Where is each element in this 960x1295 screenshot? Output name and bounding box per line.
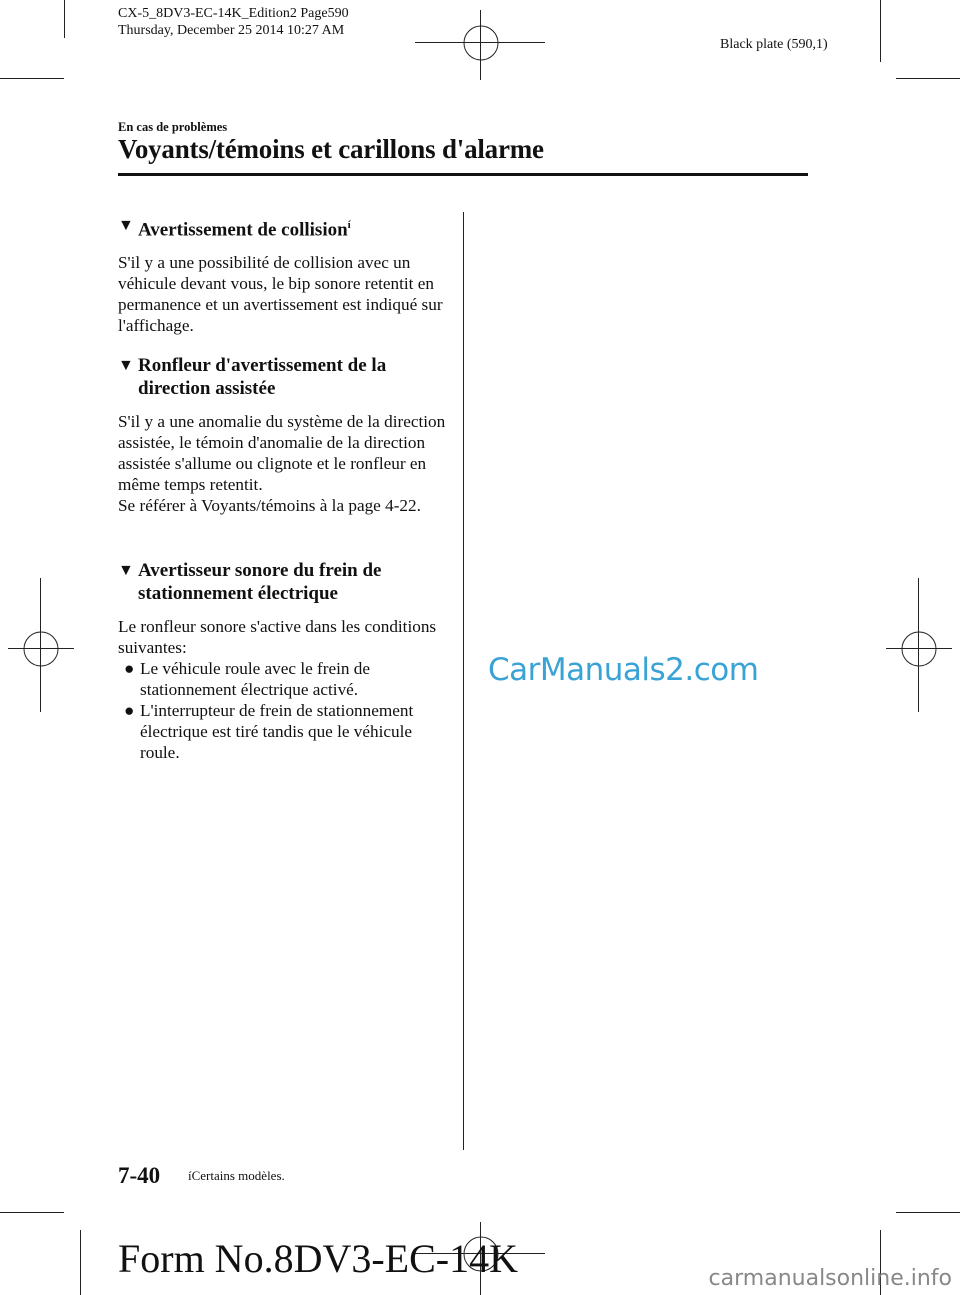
section-paragraph: S'il y a une anomalie du système de la direction assistée, le témoin d'anomalie de la direction assistée s'allume ou clignote et le ronfleur en même temps retentit.: [118, 412, 446, 494]
footnote: íCertains modèles.: [188, 1168, 285, 1183]
triangle-marker-icon: ▼: [118, 217, 134, 234]
asterisk-icon: í: [347, 219, 351, 231]
footer-watermark: carmanualsonline.info: [708, 1266, 952, 1291]
bullet-icon: ●: [124, 701, 135, 720]
watermark-logo: CarManuals2.com: [488, 652, 759, 688]
chapter-rule: [118, 173, 808, 176]
bullet-icon: ●: [124, 659, 135, 678]
print-header-line2: Thursday, December 25 2014 10:27 AM: [118, 23, 345, 38]
chapter-title: Voyants/témoins et carillons d'alarme: [118, 134, 544, 164]
section-heading: ▼ Ronfleur d'avertissement de la direction assistée: [118, 355, 387, 399]
triangle-marker-icon: ▼: [118, 562, 134, 579]
column-divider: [463, 212, 464, 1150]
section-paragraph: S'il y a une possibilité de collision avec un véhicule devant vous, le bip sonore retentit en permanence et un avertissement est indiqué sur l'affichage.: [118, 253, 443, 336]
section-label: En cas de problèmes: [118, 120, 228, 134]
list-item: ● Le véhicule roule avec le frein de stationnement électrique activé.: [124, 659, 370, 699]
list-item: ● L'interrupteur de frein de stationnement électrique est tiré tandis que le véhicule roule.: [124, 701, 414, 762]
registration-circle-top: [462, 24, 500, 62]
page-number: 7-40: [118, 1163, 161, 1188]
print-header-line1: CX-5_8DV3-EC-14K_Edition2 Page590: [118, 6, 349, 21]
plate-label: Black plate (590,1): [720, 37, 828, 52]
section-paragraph: Se référer à Voyants/témoins à la page 4-22.: [118, 496, 421, 515]
form-number: Form No.8DV3-EC-14K: [118, 1236, 518, 1281]
section-paragraph: Le ronfleur sonore s'active dans les conditions suivantes:: [118, 617, 437, 657]
section-heading: ▼ Avertissement de collision$^í$: [118, 214, 448, 241]
section-heading: ▼ Avertisseur sonore du frein de stationnement électrique: [118, 560, 382, 604]
registration-circle-right: [900, 630, 938, 668]
registration-circle-left: [22, 630, 60, 668]
triangle-marker-icon: ▼: [118, 357, 134, 374]
section-power-steering-buzzer: [118, 354, 448, 516]
section-electric-parking-brake-buzzer: [118, 559, 448, 763]
section-collision-warning: [118, 214, 448, 336]
